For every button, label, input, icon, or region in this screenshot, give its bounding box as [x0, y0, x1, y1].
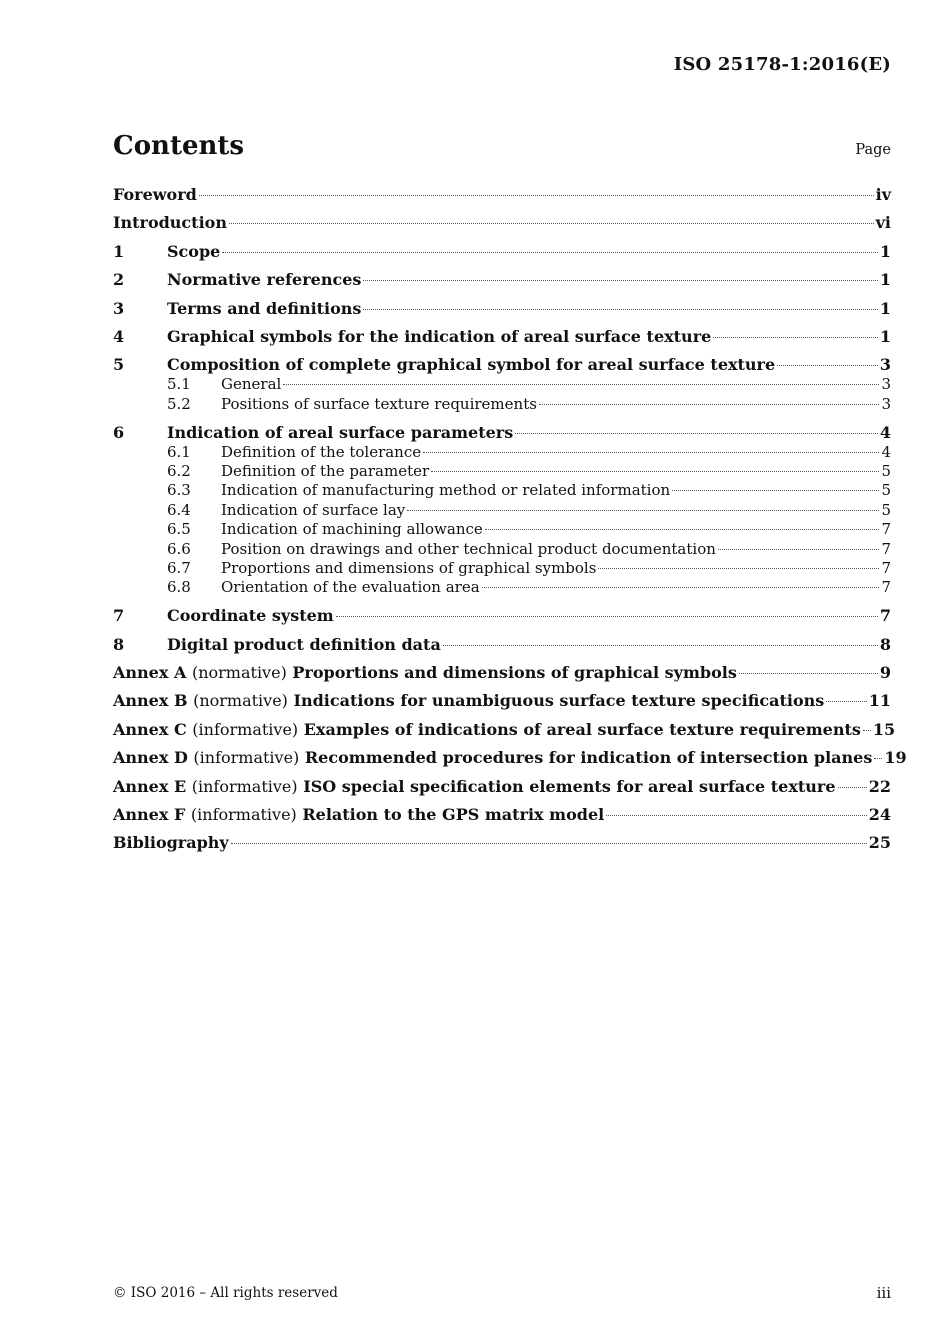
dot-leader — [229, 223, 874, 224]
toc-subentry-6-1[interactable] — [113, 443, 891, 462]
page-number: iii — [876, 1284, 891, 1302]
toc-entry-number: 6.2 — [167, 461, 191, 480]
toc-subentry-6-2[interactable] — [113, 462, 891, 481]
toc-entry-page: 1 — [879, 241, 891, 261]
annex-label: Annex E — [113, 776, 187, 796]
page-title: Contents — [113, 131, 245, 161]
annex-kind: (informative) — [191, 776, 298, 796]
toc-entry-page: 1 — [879, 326, 891, 346]
toc-entry-clause-7[interactable] — [113, 606, 891, 626]
toc-entry-page: 4 — [879, 422, 891, 442]
toc-entry-page: 8 — [879, 634, 891, 654]
toc-entry-page: 3 — [879, 355, 891, 375]
toc-entry-number: 6.5 — [167, 520, 191, 539]
annex-title: Relation to the GPS matrix model — [302, 804, 605, 824]
toc-entry-title: Position on drawings and other technical product documentation — [221, 539, 716, 558]
toc-entry-introduction[interactable] — [113, 213, 891, 233]
dot-leader — [863, 730, 871, 731]
toc-entry-title: Positions of surface texture requirements — [221, 394, 537, 413]
toc-entry-number: 8 — [113, 634, 125, 654]
toc-entry-number: 5.1 — [167, 375, 191, 394]
dot-leader — [407, 510, 879, 511]
toc-entry-clause-1[interactable] — [113, 242, 891, 262]
page-column-label: Page — [855, 142, 891, 158]
toc-entry-title: Terms and definitions — [167, 298, 362, 318]
toc-entry-title — [113, 748, 872, 768]
toc-entry-page: 4 — [881, 442, 891, 461]
toc-entry-title: Scope — [167, 241, 221, 261]
annex-title: Examples of indications of areal surface texture requirements — [303, 719, 861, 739]
dot-leader — [713, 337, 878, 338]
dot-leader — [443, 645, 878, 646]
toc-entry-clause-5[interactable] — [113, 355, 891, 375]
toc-subentry-6-7[interactable] — [113, 559, 891, 578]
toc-entry-annex-e[interactable] — [113, 777, 891, 797]
dot-leader — [539, 404, 880, 405]
toc-entry-title: Definition of the tolerance — [221, 442, 422, 461]
toc-entry-annex-a[interactable] — [113, 663, 891, 683]
toc-entry-annex-c[interactable] — [113, 719, 896, 740]
toc-entry-page: 3 — [881, 375, 891, 394]
toc-entry-title: Indication of areal surface parameters — [167, 422, 514, 442]
annex-kind: (informative) — [190, 804, 297, 824]
toc-entry-page: 22 — [868, 776, 891, 796]
dot-leader — [515, 433, 878, 434]
annex-kind: (informative) — [192, 719, 299, 739]
annex-kind: (informative) — [193, 748, 300, 768]
toc-entry-page: 11 — [868, 691, 891, 711]
toc-entry-number: 7 — [113, 606, 125, 626]
toc-entry-number: 6 — [113, 422, 125, 442]
toc-entry-clause-6[interactable] — [113, 423, 891, 443]
toc-entry-title: Foreword — [113, 185, 197, 204]
toc-subentry-6-5[interactable] — [113, 520, 891, 539]
toc-entry-page: 24 — [868, 804, 891, 824]
table-of-contents — [113, 185, 907, 862]
toc-entry-clause-2[interactable] — [113, 270, 891, 290]
toc-entry-number: 6.7 — [167, 558, 191, 577]
toc-subentry-5-2[interactable] — [113, 395, 891, 414]
dot-leader — [777, 365, 878, 366]
toc-subentry-6-4[interactable] — [113, 501, 891, 520]
dot-leader — [363, 280, 877, 281]
annex-label: Annex B — [113, 691, 188, 711]
toc-entry-title: Normative references — [167, 270, 362, 290]
toc-entry-page: 1 — [879, 270, 891, 290]
toc-entry-title: Indication of surface lay — [221, 500, 406, 519]
annex-kind: (normative) — [191, 662, 287, 682]
toc-entry-title: Proportions and dimensions of graphical symbols — [221, 558, 597, 577]
dot-leader — [838, 787, 867, 788]
annex-title: ISO special specification elements for areal surface texture — [303, 776, 836, 796]
toc-entry-number: 6.1 — [167, 442, 191, 461]
toc-entry-clause-8[interactable] — [113, 635, 891, 655]
annex-label: Annex A — [113, 662, 187, 682]
toc-entry-page: 15 — [872, 719, 896, 739]
dot-leader — [826, 701, 866, 702]
toc-subentry-6-3[interactable] — [113, 481, 891, 500]
annex-label: Annex C — [113, 719, 187, 739]
toc-entry-annex-f[interactable] — [113, 805, 891, 825]
dot-leader — [874, 758, 882, 759]
dot-leader — [222, 252, 878, 253]
toc-entry-title — [113, 663, 737, 683]
toc-entry-foreword[interactable] — [113, 185, 891, 205]
dot-leader — [283, 384, 879, 385]
toc-entry-annex-b[interactable] — [113, 691, 891, 711]
annex-kind: (normative) — [193, 691, 288, 711]
toc-entry-page: 25 — [868, 833, 891, 853]
toc-entry-clause-4[interactable] — [113, 327, 891, 347]
toc-entry-number: 1 — [113, 241, 125, 261]
toc-entry-page: 5 — [881, 500, 891, 519]
dot-leader — [598, 568, 879, 569]
toc-entry-title: Composition of complete graphical symbol for areal surface texture — [167, 355, 776, 375]
toc-entry-page: 5 — [881, 481, 891, 500]
dot-leader — [485, 529, 880, 530]
toc-entry-number: 6.3 — [167, 481, 191, 500]
dot-leader — [231, 843, 867, 844]
dot-leader — [336, 616, 878, 617]
toc-entry-number: 6.4 — [167, 500, 191, 519]
dot-leader — [739, 673, 878, 674]
toc-entry-page: 7 — [881, 578, 891, 597]
toc-subentry-6-8[interactable] — [113, 578, 891, 597]
dot-leader — [363, 309, 877, 310]
toc-entry-number: 2 — [113, 270, 125, 290]
toc-entry-title: Graphical symbols for the indication of areal surface texture — [167, 326, 712, 346]
toc-entry-page: 9 — [879, 662, 891, 682]
toc-entry-page: 5 — [881, 461, 891, 480]
toc-entry-title — [113, 720, 861, 740]
toc-entry-page: 7 — [881, 539, 891, 558]
toc-entry-page: 7 — [881, 520, 891, 539]
document-id: ISO 25178-1:2016(E) — [673, 54, 891, 75]
toc-entry-number: 4 — [113, 326, 125, 346]
toc-entry-annex-d[interactable] — [113, 748, 907, 768]
dot-leader — [606, 815, 867, 816]
toc-entry-title: Orientation of the evaluation area — [221, 578, 480, 597]
toc-entry-page: 1 — [879, 298, 891, 318]
toc-entry-title — [113, 691, 824, 711]
dot-leader — [672, 490, 879, 491]
annex-label: Annex D — [113, 748, 188, 768]
toc-entry-clause-3[interactable] — [113, 299, 891, 319]
dot-leader — [718, 549, 880, 550]
toc-entry-number: 5.2 — [167, 394, 191, 413]
toc-entry-page: 3 — [881, 394, 891, 413]
toc-entry-page: 7 — [879, 606, 891, 626]
toc-subentry-6-6[interactable] — [113, 540, 891, 559]
toc-entry-title: Introduction — [113, 213, 227, 233]
toc-entry-page: 7 — [881, 558, 891, 577]
annex-title: Indications for unambiguous surface texture specifications — [293, 691, 825, 711]
toc-entry-title: Bibliography — [113, 833, 229, 853]
dot-leader — [431, 471, 879, 472]
toc-entry-title: Indication of manufacturing method or related information — [221, 481, 671, 500]
toc-entry-number: 5 — [113, 355, 125, 375]
annex-title: Recommended procedures for indication of intersection planes — [304, 748, 873, 768]
dot-leader — [199, 195, 874, 196]
toc-entry-page: vi — [875, 213, 891, 233]
toc-entry-title: Indication of machining allowance — [221, 520, 483, 539]
toc-subentry-5-1[interactable] — [113, 375, 891, 394]
toc-entry-title — [113, 805, 604, 825]
toc-entry-number: 6.6 — [167, 539, 191, 558]
dot-leader — [423, 452, 879, 453]
dot-leader — [482, 587, 880, 588]
copyright-notice: © ISO 2016 – All rights reserved — [113, 1285, 338, 1301]
toc-entry-title — [113, 777, 836, 797]
toc-entry-title: General — [221, 375, 282, 394]
annex-label: Annex F — [113, 804, 186, 824]
toc-entry-title: Digital product definition data — [167, 634, 441, 654]
toc-entry-page: iv — [875, 185, 891, 204]
toc-entry-bibliography[interactable] — [113, 833, 891, 853]
toc-entry-title: Coordinate system — [167, 606, 334, 626]
toc-entry-page: 19 — [884, 748, 907, 768]
annex-title: Proportions and dimensions of graphical symbols — [292, 662, 737, 682]
toc-entry-number: 3 — [113, 298, 125, 318]
toc-entry-title: Definition of the parameter — [221, 461, 430, 480]
toc-entry-number: 6.8 — [167, 578, 191, 597]
